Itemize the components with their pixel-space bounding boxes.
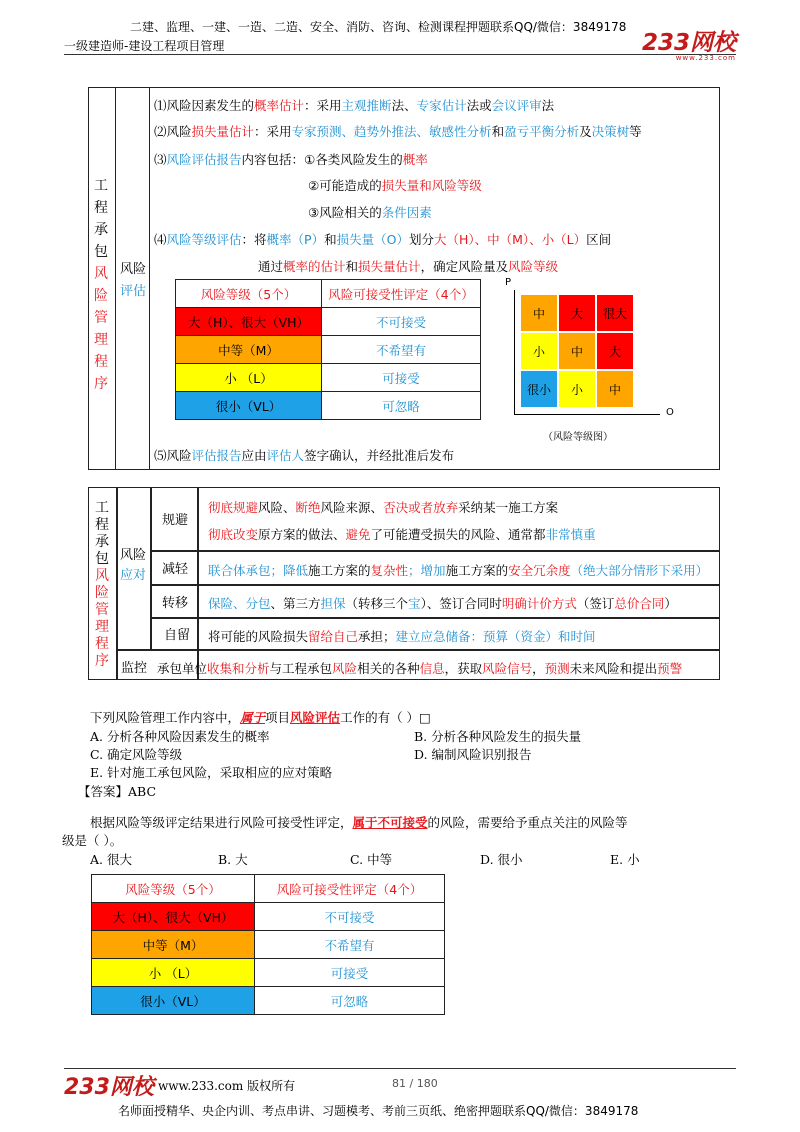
matrix-cell: 很小 [520, 370, 558, 408]
table-header-eval: 风险可接受性评定（4个） [322, 280, 481, 308]
page-number: 81 / 180 [392, 1077, 438, 1090]
brand-logo-url: www.233.com [675, 54, 736, 62]
retain-line: 将可能的风险损失留给自己承担；建立应急储备：预算（资金）和时间 [208, 629, 596, 644]
matrix-y-axis [514, 290, 515, 414]
response-label: 风险 应对 [119, 548, 146, 583]
table-header-eval: 风险可接受性评定（4个） [255, 875, 445, 903]
table-cell-eval: 可接受 [322, 364, 481, 392]
table-cell-level: 小 （L） [176, 364, 322, 392]
table-cell-eval: 可接受 [255, 959, 445, 987]
matrix-x-axis [514, 414, 660, 415]
table-cell-eval: 不希望有 [322, 336, 481, 364]
risk-level-table [175, 279, 481, 420]
q1-answer: 【答案】ABC [78, 784, 157, 799]
table-cell-level: 很小（VL） [92, 987, 255, 1015]
header-promo: 二建、监理、一建、一造、二造、安全、消防、咨询、检测课程押题联系QQ/微信：3849178 [130, 20, 627, 34]
table-header-level: 风险等级（5个） [176, 280, 322, 308]
q1-option-a: A. 分析各种风险因素发生的概率 [90, 729, 270, 744]
matrix-cell: 中 [520, 294, 558, 332]
transfer-line: 保险、分包、第三方担保（转移三个宝）、签订合同时明确计价方式（签订总价合同） [208, 596, 677, 611]
matrix-cell: 大 [596, 332, 634, 370]
table-cell-eval: 不可接受 [255, 903, 445, 931]
q1-option-b: B. 分析各种风险发生的损失量 [414, 729, 582, 744]
brand-logo [642, 24, 736, 62]
table-cell-eval: 不希望有 [255, 931, 445, 959]
table-cell-level: 中等（M） [176, 336, 322, 364]
table-row [176, 392, 481, 420]
matrix-cell: 大 [558, 294, 596, 332]
label-retain: 自留 [164, 628, 191, 643]
q1-option-e: E. 针对施工承包风险，采取相应的应对策略 [90, 765, 333, 780]
risk-matrix [520, 294, 634, 408]
matrix-caption: （风险等级图） [543, 432, 613, 443]
assessment-label: 风险 评估 [119, 262, 146, 299]
brand-logo-text: 233网校 [641, 30, 736, 56]
table-row [176, 364, 481, 392]
assess-line-1: ⑴风险因素发生的概率估计：采用主观推断法、专家估计法或会议评审法 [154, 98, 555, 113]
table-row [92, 931, 445, 959]
matrix-cell: 小 [558, 370, 596, 408]
monitor-line: 承包单位收集和分析与工程承包风险相关的各种信息，获取风险信号，预测未来风险和提出预警 [157, 661, 683, 676]
matrix-cell: 中 [596, 370, 634, 408]
grid-divider [116, 649, 720, 651]
matrix-cell: 中 [558, 332, 596, 370]
assess-line-8: ⑸风险评估报告应由评估人签字确认，并经批准后发布 [154, 448, 455, 463]
procedure-label: 工 程 承 包 风 险 管 理 程 序 [94, 178, 108, 392]
grid-divider [150, 550, 720, 552]
avoid-line-2: 彻底改变原方案的做法、避免了可能遭受损失的风险、通常都非常慎重 [208, 527, 596, 542]
table-cell-level: 大（H）、很大（VH） [92, 903, 255, 931]
label-reduce: 减轻 [162, 562, 189, 577]
footer-divider [64, 1068, 736, 1069]
assess-line-3: ⑶风险评估报告内容包括：①各类风险发生的概率 [154, 152, 428, 167]
label-transfer: 转移 [162, 596, 189, 611]
q1-option-c: C. 确定风险等级 [90, 747, 183, 762]
header-divider [64, 54, 736, 55]
grid-divider [150, 617, 720, 619]
table-row [92, 959, 445, 987]
doc-title: 一级建造师-建设工程项目管理 [64, 39, 225, 53]
risk-level-table-2 [91, 874, 445, 1015]
q1-stem: 下列风险管理工作内容中，属于项目风险评估工作的有（ ）□ [90, 710, 431, 725]
procedure-label-cell [88, 87, 116, 470]
table-row [176, 308, 481, 336]
procedure-label-2: 工 程 承 包 风 险 管 理 程 序 [95, 500, 109, 669]
table-cell-eval: 可忽略 [255, 987, 445, 1015]
axis-o-label: O [666, 407, 674, 418]
grid-divider [150, 584, 720, 586]
table-cell-level: 小 （L） [92, 959, 255, 987]
table-header-row [92, 875, 445, 903]
footer-copyright: www.233.com 版权所有 [158, 1079, 296, 1093]
axis-p-label: P [505, 277, 512, 288]
reduce-line: 联合体承包；降低施工方案的复杂性；增加施工方案的安全冗余度（绝大部分情形下采用） [208, 563, 709, 578]
label-monitor: 监控 [121, 661, 148, 676]
table-row [92, 987, 445, 1015]
q2-option-d: D. 很小 [480, 852, 523, 867]
q2-option-c: C. 中等 [350, 852, 393, 867]
q2-option-e: E. 小 [610, 852, 640, 867]
matrix-cell: 小 [520, 332, 558, 370]
footer-promo: 名师面授精华、央企内训、考点串讲、习题模考、考前三页纸、绝密押题联系QQ/微信：3849178 [118, 1104, 639, 1118]
assessment-label-cell [116, 87, 150, 470]
footer-logo: 233网校 [64, 1075, 154, 1100]
table-cell-level: 大（H）、很大（VH） [176, 308, 322, 336]
avoid-line-1: 彻底规避风险、断绝风险来源、否决或者放弃采纳某一施工方案 [208, 500, 559, 515]
grid-divider [150, 487, 152, 649]
table-cell-eval: 可忽略 [322, 392, 481, 420]
assess-line-2: ⑵风险损失量估计：采用专家预测、趋势外推法、敏感性分析和盈亏平衡分析及决策树等 [154, 124, 642, 139]
table-header-row [176, 280, 481, 308]
table-cell-level: 很小（VL） [176, 392, 322, 420]
q2-option-b: B. 大 [218, 852, 248, 867]
table-header-level: 风险等级（5个） [92, 875, 255, 903]
label-avoid: 规避 [162, 513, 189, 528]
q2-stem-line2: 级是（ ）。 [62, 833, 123, 848]
q1-option-d: D. 编制风险识别报告 [414, 747, 532, 762]
assess-line-7: 通过概率的估计和损失量估计，确定风险量及风险等级 [258, 259, 559, 274]
table-cell-level: 中等（M） [92, 931, 255, 959]
assess-line-5: ③风险相关的条件因素 [308, 205, 432, 220]
assess-line-4: ②可能造成的损失量和风险等级 [308, 178, 482, 193]
table-row [92, 903, 445, 931]
table-row [176, 336, 481, 364]
q2-option-a: A. 很大 [90, 852, 132, 867]
matrix-cell: 很大 [596, 294, 634, 332]
q2-stem-line1: 根据风险等级评定结果进行风险可接受性评定，属于不可接受的风险，需要给予重点关注的风险等 [90, 815, 628, 830]
table-cell-eval: 不可接受 [322, 308, 481, 336]
grid-divider [116, 487, 118, 680]
assess-line-6: ⑷风险等级评估：将概率（P）和损失量（O）划分大（H）、中（M）、小（L）区间 [154, 232, 612, 247]
